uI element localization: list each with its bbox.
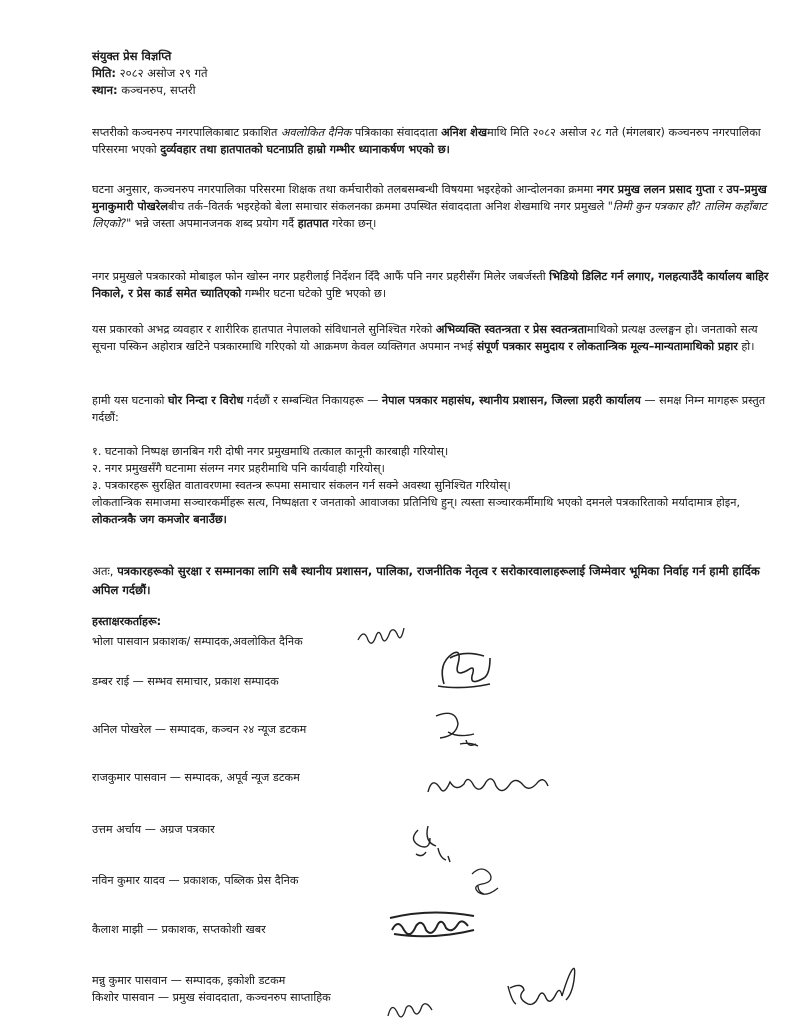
paragraph-intro: सप्तरीको कञ्चनरुप नगरपालिकाबाट प्रकाशित अवलोकित दैनिक पत्रिकाका संवाददाता अनिश शेखमाथि मिति २०८२ असोज २८ गते (मंगलबार) कञ्चनरुप नगरपालिका परिसरमा भएको दुर्व्यवहार तथा हातपातको घटनाप्रति हाम्रो गम्भीर ध्यानाकर्षण भएको छ। (92, 126, 761, 156)
signatory-name: किशोर पासवान — प्रमुख संवाददाता, कञ्चनरुप साप्ताहिक (92, 991, 331, 1004)
paragraph-condemnation: हामी यस घटनाको घोर निन्दा र विरोध गर्दछौं र सम्बन्धित निकायहरू — नेपाल पत्रकार महासंघ, स्थानीय प्रशासन, जिल्ला प्रहरी कार्यालय — समक्ष निम्न मागहरू प्रस्तुत गर्दछौं: (92, 394, 766, 424)
signature-image (464, 860, 506, 898)
release-place: स्थान: कञ्चनरुप, सप्तरी (92, 83, 196, 97)
signatory-name: भोला पासवान प्रकाशक/ सम्पादक,अवलोकित दैनिक (92, 635, 303, 648)
signature-image (500, 966, 584, 1016)
signature-image (430, 706, 490, 754)
signature-image (424, 770, 554, 804)
demand-item: २. नगर प्रमुखसँगै घटनामा संलग्न नगर प्रहरीमाथि पनि कार्यवाही गरियोस्। (92, 462, 385, 475)
signature-image (354, 624, 414, 648)
paragraph-appeal: अतः, पत्रकारहरूको सुरक्षा र सम्मानका लागि सबै स्थानीय प्रशासन, पालिका, राजनीतिक नेतृत्व र सरोकारवालाहरूलाई जिम्मेवार भूमिका निर्वाह गर्न हामी हार्दिक अपिल गर्दछौं। (92, 564, 760, 597)
signature-image (384, 906, 484, 940)
signatory-name: नविन कुमार यादव — प्रकाशक, पब्लिक प्रेस दैनिक (92, 874, 299, 887)
paragraph-incident: घटना अनुसार, कञ्चनरुप नगरपालिका परिसरमा शिक्षक तथा कर्मचारीको तलबसम्बन्धी विषयमा भइरहेको आन्दोलनका क्रममा नगर प्रमुख ललन प्रसाद गुप्ता र उप–प्रमुख मुनाकुमारी पोखरेलबीच तर्क–वितर्क भइरहेको बेला समाचार संकलनका क्रममा उपस्थित संवाददाता अनिश शेखमाथि नगर प्रमुखले "तिमी कुन पत्रकार हौ? तालिम कहाँबाट लिएको?" भन्ने जस्ता अपमानजनक शब्द प्रयोग गर्दै हातपात गरेका छन्। (92, 183, 767, 230)
signatory-name: कैलाश माझी — प्रकाशक, सप्तकोशी खबर (92, 923, 266, 936)
demand-item: ३. पत्रकारहरू सुरक्षित वातावरणमा स्वतन्त्र रूपमा समाचार संकलन गर्न सक्ने अवस्था सुनिश्चित गरियोस्। (92, 479, 511, 492)
signatory-name: डम्बर राई — सम्भव समाचार, प्रकाश सम्पादक (92, 675, 279, 688)
paragraph-violation: यस प्रकारको अभद्र व्यवहार र शारीरिक हातपात नेपालको संविधानले सुनिश्चित गरेको अभिव्यक्ति स्वतन्त्रता र प्रेस स्वतन्त्रतामाथिको प्रत्यक्ष उल्लङ्घन हो। जनताको सत्य सूचना पस्किन अहोरात्र खटिने पत्रकारमाथि गरिएको यो आक्रमण केवल व्यक्तिगत अपमान नभई संपूर्ण पत्रकार समुदाय र लोकतान्त्रिक मूल्य–मान्यतामाथिको प्रहार हो। (92, 323, 758, 353)
demand-item: १. घटनाको निष्पक्ष छानबिन गरी दोषी नगर प्रमुखमाथि तत्काल कानूनी कारबाही गरियोस्। (92, 445, 449, 458)
paragraph-details: नगर प्रमुखले पत्रकारको मोबाइल फोन खोस्न नगर प्रहरीलाई निर्देशन दिँदै आफैं पनि नगर प्रहरीसँग मिलेर जबर्जस्ती भिडियो डिलिट गर्न लगाए, गलहत्याउँदै कार्यालय बाहिर निकाले, र प्रेस कार्ड समेत च्यातिएको गम्भीर घटना घटेको पुष्टि भएको छ। (92, 270, 769, 300)
signature-image (384, 994, 438, 1022)
release-date: मिति: २०८२ असोज २९ गते (92, 66, 208, 80)
signature-image (404, 820, 464, 868)
signatory-name: मन्नु कुमार पासवान — सम्पादक, इकोशी डटकम (92, 974, 286, 987)
release-title: संयुक्त प्रेस विज्ञप्ति (92, 49, 172, 63)
signature-image (430, 640, 500, 695)
signatory-name: अनिल पोखरेल — सम्पादक, कञ्चन २४ न्यूज डटकम (92, 723, 307, 736)
paragraph-democracy: लोकतान्त्रिक समाजमा सञ्चारकर्मीहरू सत्य, निष्पक्षता र जनताको आवाजका प्रतिनिधि हुन्। त्यस्ता सञ्चारकर्मीमाथि भएको दमनले पत्रकारिताको मर्यादामात्र होइन, लोकतन्त्रकै जग कमजोर बनाउँछ। (92, 496, 741, 526)
signatory-name: उत्तम अर्चाय — अग्रज पत्रकार (92, 823, 215, 836)
signatories-heading: हस्ताक्षरकर्ताहरू: (92, 615, 162, 628)
signatory-name: राजकुमार पासवान — सम्पादक, अपूर्व न्यूज डटकम (92, 771, 300, 784)
